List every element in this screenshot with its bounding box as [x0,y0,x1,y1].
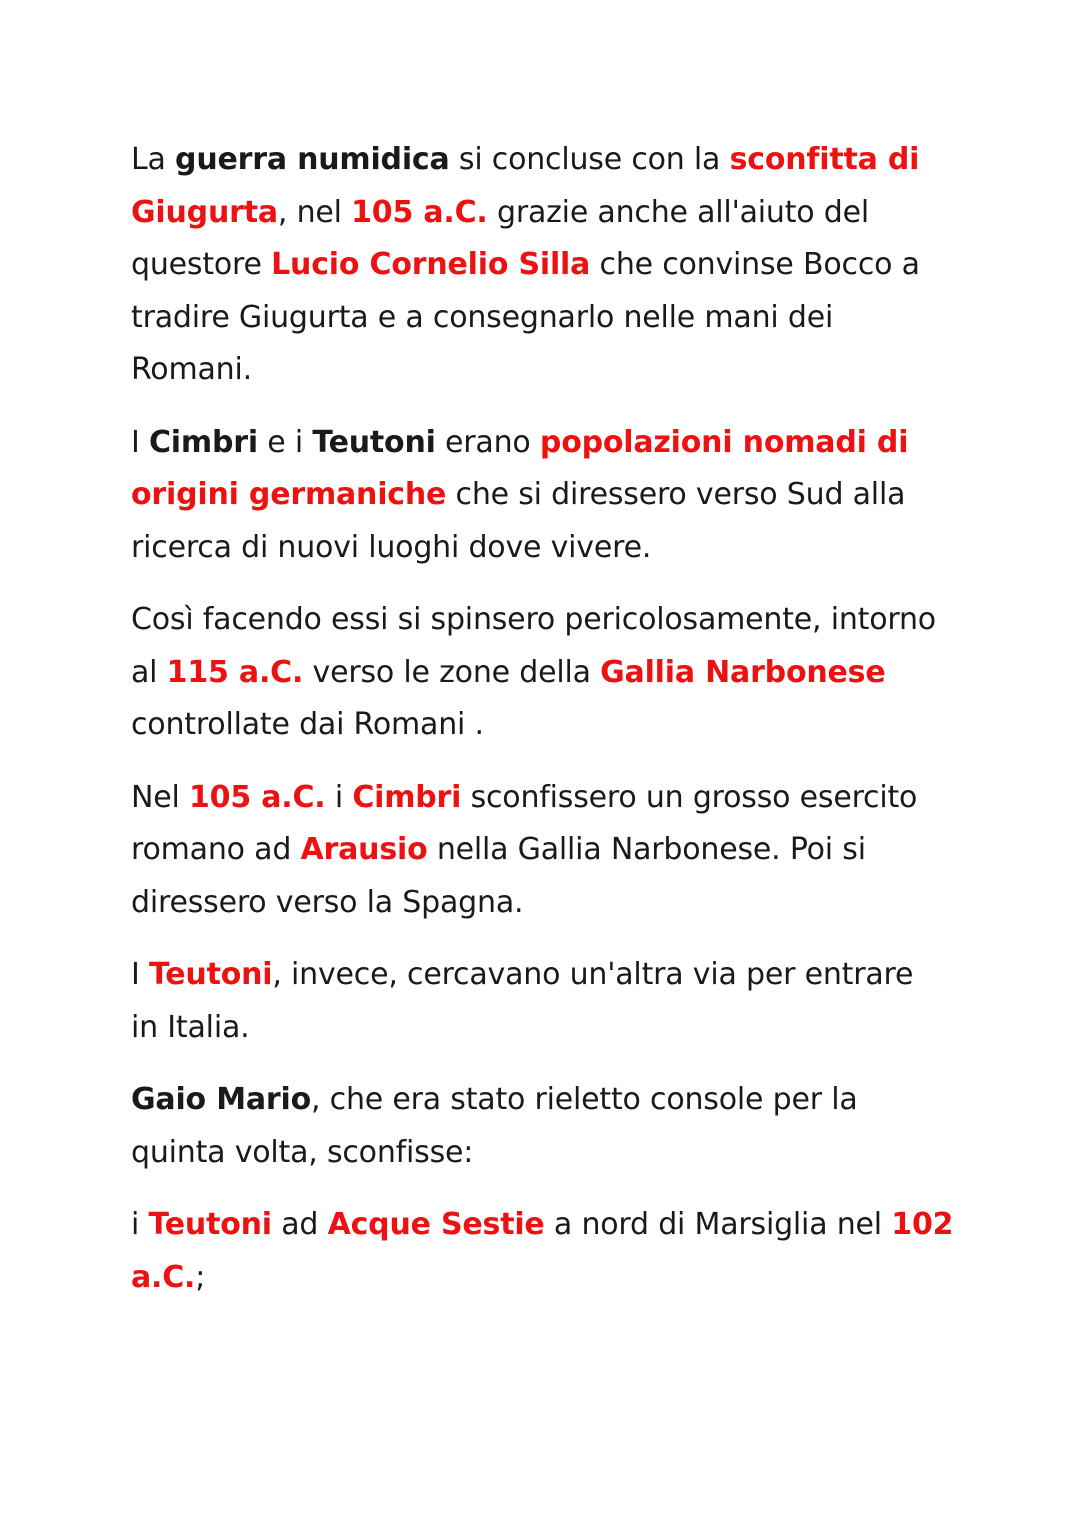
text-line [131,1002,961,1055]
text-segment: , che era stato rieletto console per la [311,1082,858,1117]
text-line [131,469,961,522]
text-line [131,647,961,700]
text-line [131,522,961,575]
text-line [131,949,961,1002]
highlighted-term: Arausio [300,832,428,867]
highlighted-term: sconfitta di [729,142,920,177]
text-segment: al [131,654,167,690]
text-segment: sconfissero un grosso esercito [461,779,918,815]
text-line [131,1252,961,1305]
highlighted-term: a.C. [131,1259,196,1295]
text-segment: I [131,424,149,460]
text-line [131,344,961,397]
paragraph [131,594,961,752]
text-segment: ad [271,1207,328,1242]
paragraph [131,949,961,1054]
text-segment: Così facendo essi si spinsero pericolosamente, intorno [131,602,936,637]
text-segment: che si diressero verso Sud alla [446,477,906,512]
highlighted-term: 105 a.C. [351,194,488,230]
highlighted-term: 115 a.C. [166,654,304,690]
document-page [131,134,961,1324]
text-segment: grazie anche all'aiuto del [487,194,870,230]
text-line [131,134,961,187]
text-segment: diressero verso la Spagna. [131,884,524,920]
text-segment: romano ad [131,832,301,867]
paragraph [131,134,961,397]
text-line [131,1074,961,1127]
text-line [131,1199,961,1252]
bold-term: Cimbri [148,424,258,460]
bold-term: guerra numidica [175,142,450,177]
text-segment: questore [131,247,272,282]
text-segment: , nel [277,194,352,230]
bold-term: Gaio Mario [131,1082,311,1117]
highlighted-term: Acque Sestie [327,1207,545,1242]
paragraph [131,1199,961,1304]
text-segment: erano [435,424,540,460]
text-segment: controllate dai Romani . [131,707,484,742]
highlighted-term: 105 a.C. [188,779,326,815]
text-segment: ; [195,1259,206,1295]
text-segment: Romani. [131,352,252,387]
highlighted-term: origini germaniche [131,477,447,512]
highlighted-term: 102 [891,1207,954,1242]
text-line [131,877,961,930]
bold-term: Teutoni [312,424,436,460]
text-segment: i [325,779,353,815]
text-segment: La [131,142,176,177]
text-segment: Nel [131,779,189,815]
text-segment: nella Gallia Narbonese. Poi si [427,832,866,867]
text-segment: I [131,957,149,992]
highlighted-term: Giugurta [131,194,278,230]
paragraph [131,1074,961,1179]
highlighted-term: Teutoni [148,1207,272,1242]
text-segment: , invece, cercavano un'altra via per entrare [272,957,914,992]
highlighted-term: Lucio Cornelio Silla [271,247,591,282]
text-line [131,699,961,752]
text-line [131,772,961,825]
highlighted-term: Cimbri [352,779,462,815]
text-line [131,417,961,470]
text-line [131,292,961,345]
text-segment: in Italia. [131,1009,250,1045]
text-line [131,239,961,292]
text-segment: che convinse Bocco a [590,247,920,282]
text-segment: e i [257,424,313,460]
text-line [131,594,961,647]
text-segment: a nord di Marsiglia nel [544,1207,892,1242]
text-line [131,187,961,240]
highlighted-term: Gallia Narbonese [600,654,886,690]
text-line [131,824,961,877]
text-segment: ricerca di nuovi luoghi dove vivere. [131,529,652,565]
paragraph [131,772,961,930]
text-segment: verso le zone della [303,654,601,690]
text-segment: i [131,1207,149,1242]
text-segment: si concluse con la [449,142,730,177]
highlighted-term: popolazioni nomadi di [539,424,909,460]
highlighted-term: Teutoni [148,957,273,992]
text-segment: quinta volta, sconfisse: [131,1134,474,1170]
paragraph [131,417,961,575]
text-segment: tradire Giugurta e a consegnarlo nelle mani dei [131,299,834,335]
text-line [131,1127,961,1180]
